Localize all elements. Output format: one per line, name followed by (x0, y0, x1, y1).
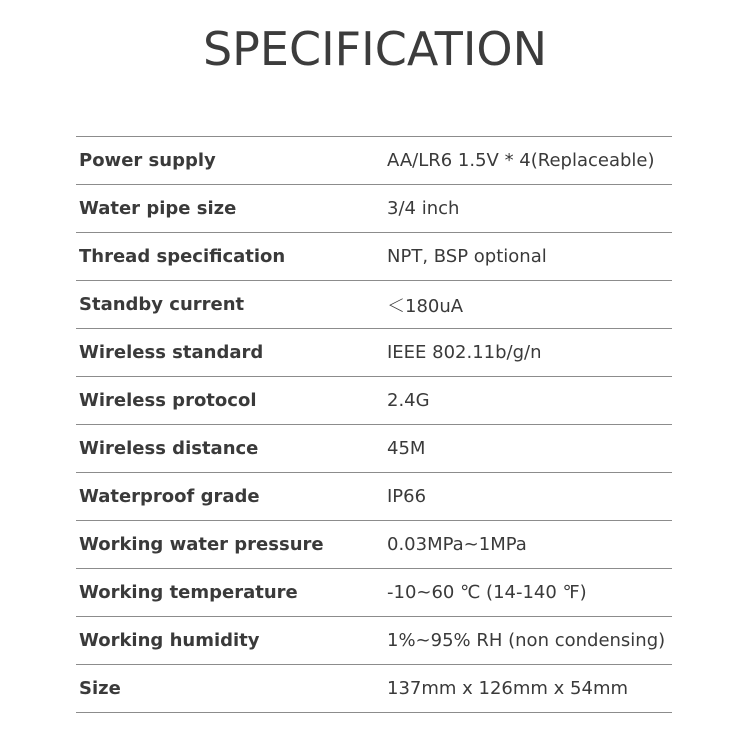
spec-row-working-humidity (76, 617, 672, 665)
spec-label: Working humidity (79, 630, 260, 651)
spec-label: Wireless protocol (79, 390, 257, 411)
spec-label: Water pipe size (79, 198, 237, 219)
spec-label: Waterproof grade (79, 486, 260, 507)
spec-value: 1%~95% RH (non condensing) (387, 630, 666, 651)
spec-label: Working temperature (79, 582, 298, 603)
spec-row-power-supply (76, 137, 672, 185)
spec-row-wireless-standard (76, 329, 672, 377)
spec-value: AA/LR6 1.5V * 4(Replaceable) (387, 150, 655, 171)
spec-value: NPT, BSP optional (387, 246, 547, 267)
spec-row-working-temperature (76, 569, 672, 617)
spec-value: ＜180uA (387, 295, 464, 317)
spec-value: 45M (387, 438, 426, 459)
page-title: SPECIFICATION (202, 22, 547, 76)
spec-row-working-water-pressure (76, 521, 672, 569)
spec-row-size (76, 665, 672, 713)
spec-value: IEEE 802.11b/g/n (387, 342, 542, 363)
spec-label: Size (79, 678, 121, 699)
spec-value: 3/4 inch (387, 198, 460, 219)
spec-value: -10~60 ℃ (14-140 ℉) (387, 582, 587, 603)
spec-row-thread-specification (76, 233, 672, 281)
spec-label: Power supply (79, 150, 216, 171)
spec-row-waterproof-grade (76, 473, 672, 521)
spec-value: 137mm x 126mm x 54mm (387, 678, 629, 699)
spec-label: Working water pressure (79, 534, 324, 555)
specification-table (76, 136, 672, 713)
spec-value: IP66 (387, 486, 427, 507)
spec-value: 2.4G (387, 390, 430, 411)
spec-row-water-pipe-size (76, 185, 672, 233)
spec-label: Wireless standard (79, 342, 264, 363)
spec-row-standby-current (76, 281, 672, 329)
spec-row-wireless-distance (76, 425, 672, 473)
spec-label: Thread specification (79, 246, 286, 267)
spec-row-wireless-protocol (76, 377, 672, 425)
spec-value: 0.03MPa~1MPa (387, 534, 527, 555)
spec-label: Wireless distance (79, 438, 259, 459)
spec-label: Standby current (79, 294, 245, 315)
